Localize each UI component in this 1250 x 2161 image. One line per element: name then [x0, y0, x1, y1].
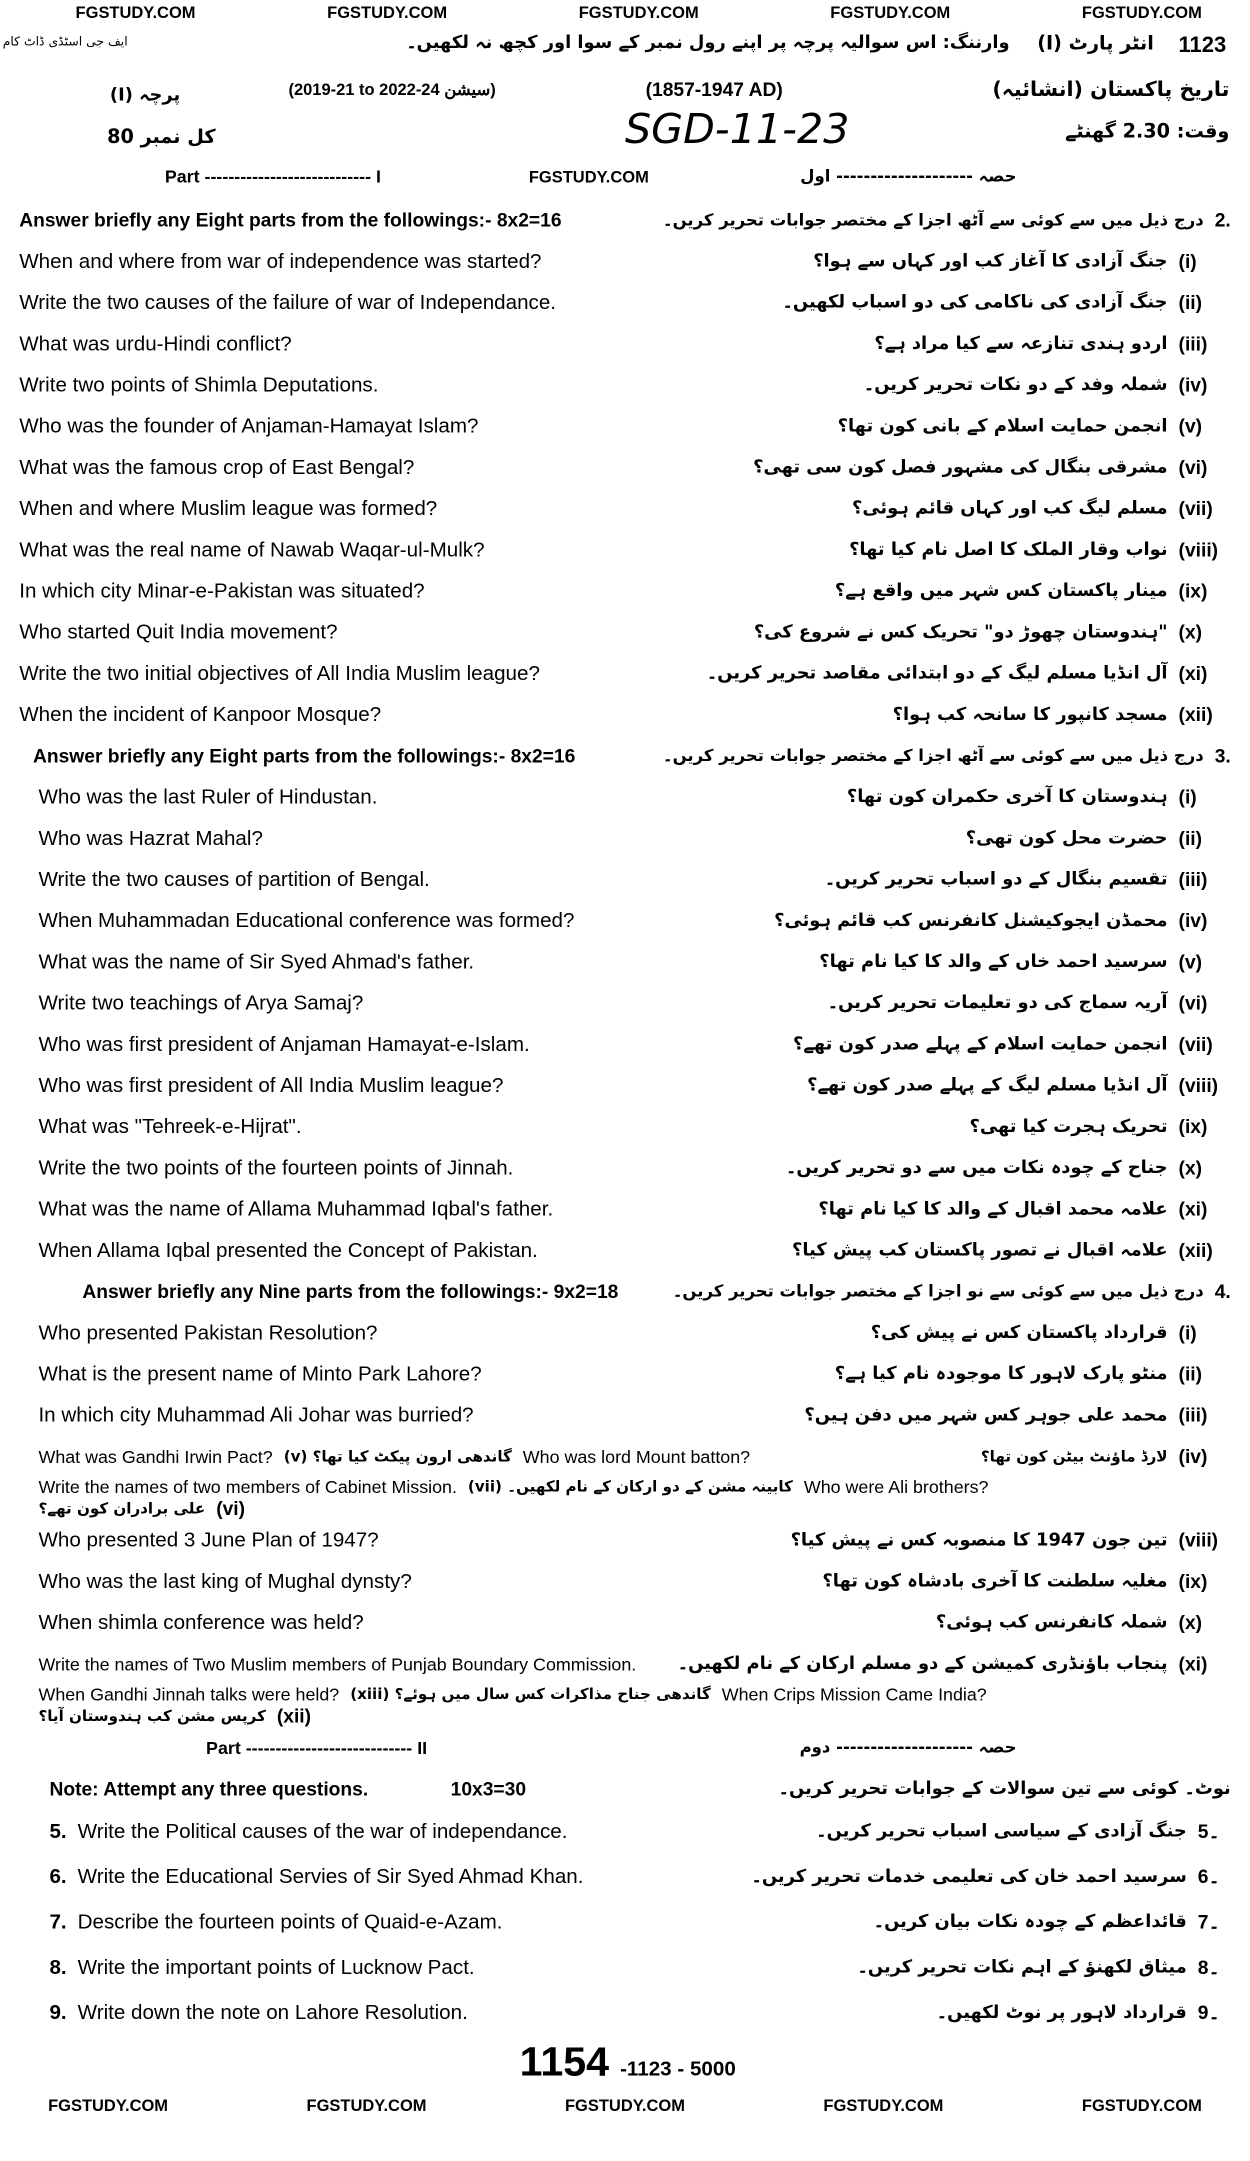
question-left: [38, 1611, 363, 1634]
question-right: [970, 1115, 1231, 1137]
question-urdu: اردو ہندی تنازعہ سے کیا مراد ہے؟: [874, 333, 1168, 354]
question-row: [0, 1602, 1250, 1643]
question-number: (viii): [1178, 538, 1219, 561]
question-urdu: ہندوستان کا آخری حکمران کون تھا؟: [846, 786, 1168, 807]
watermark: FGSTUDY.COM: [578, 2, 699, 22]
long-question-row: [0, 1945, 1250, 1990]
question-right: [819, 951, 1230, 973]
question-row: [0, 240, 1250, 281]
question-en: Who was Hazrat Mahal?: [38, 826, 263, 850]
long-question-en: Describe the fourteen points of Quaid-e-Azam.: [77, 1910, 503, 1935]
total-marks: کل نمبر 80: [107, 126, 216, 149]
question-en: In which city Muhammad Ali Johar was burried?: [38, 1403, 474, 1427]
long-question-right: [857, 1956, 1230, 1979]
question-right: [852, 497, 1231, 519]
section-heading: [0, 1271, 1250, 1312]
long-question-right: [816, 1820, 1231, 1843]
question-urdu: علامہ محمد اقبال کے والد کا کیا نام تھا؟: [818, 1198, 1168, 1220]
question-urdu: علامہ اقبال نے تصور پاکستان کب پیش کیا؟: [792, 1239, 1168, 1261]
question-en: Who started Quit India movement?: [19, 620, 338, 644]
question-left: [38, 1073, 503, 1096]
question-en: Who was first president of All India Muslim league?: [38, 1073, 504, 1097]
watermark: FGSTUDY.COM: [75, 2, 196, 22]
question-urdu: تین جون 1947 کا منصوبہ کس نے پیش کیا؟: [790, 1529, 1168, 1551]
question-number: (vii): [1178, 497, 1213, 520]
handwritten-code: SGD-11-23: [624, 105, 850, 154]
question-row: [0, 488, 1250, 529]
time-allowed: وقت: 2.30 گھنٹے: [1065, 120, 1230, 143]
question-en: What was Gandhi Irwin Pact?: [38, 1445, 273, 1467]
question-left: [19, 249, 541, 272]
long-question-urdu: قائداعظم کے چودہ نکات بیان کریں۔: [873, 1912, 1187, 1933]
question-number: (xi): [1178, 662, 1208, 685]
question-row: [0, 1229, 1250, 1270]
section-number: 3.: [1214, 744, 1231, 767]
question-row: [0, 611, 1250, 652]
question-left: [19, 538, 484, 561]
question-right: [754, 621, 1231, 643]
question-en: What was the real name of Nawab Waqar-ul-Mulk?: [19, 537, 485, 562]
watermark: FGSTUDY.COM: [823, 2096, 944, 2116]
question-number: (iii): [1178, 1403, 1208, 1426]
long-question-urdu-number: 6۔: [1197, 1865, 1220, 1888]
question-right: [835, 580, 1231, 602]
question-left: [38, 1477, 988, 1498]
question-right: [774, 909, 1231, 931]
warning: وارننگ: اس سوالیہ پرچہ پر اپنے رول نمبر کے سوا اور کچھ نہ لکھیں۔: [406, 32, 1010, 54]
watermark: FGSTUDY.COM: [306, 2096, 427, 2116]
section-heading: [0, 199, 1250, 240]
question-left: [38, 826, 262, 849]
question-left: [38, 785, 377, 808]
question-left: [38, 1684, 986, 1705]
question-number: (x): [1178, 1611, 1203, 1634]
question-right: [786, 1157, 1231, 1179]
question-number: (ix): [1178, 579, 1208, 602]
question-en: What was the name of Sir Syed Ahmad's father.: [38, 949, 475, 974]
section-heading-right: [673, 1280, 1231, 1302]
question-left: [38, 1115, 301, 1138]
question-row: [0, 1560, 1250, 1601]
part-2-urdu: حصہ -------------------- دوم: [799, 1737, 1017, 1757]
question-number: (i): [1178, 249, 1197, 272]
question-body: [0, 199, 1250, 2115]
question-number: (xi): [1178, 1197, 1208, 1220]
question-row: [0, 529, 1250, 570]
question-en: When shimla conference was held?: [38, 1610, 364, 1634]
question-right: [804, 1404, 1230, 1426]
subject-title: تاریخ پاکستان (انشائیہ): [992, 76, 1230, 102]
note: Note: Attempt any three questions.: [49, 1777, 369, 1800]
footer-serial: -1123 - 5000: [620, 2056, 736, 2081]
question-en: When Allama Iqbal presented the Concept of Pakistan.: [38, 1238, 538, 1262]
question-row: [0, 1684, 1250, 1727]
question-row: [0, 405, 1250, 446]
question-urdu: کرپس مشن کب ہندوستان آیا؟: [38, 1706, 266, 1725]
note-left: [49, 1777, 526, 1799]
question-number: (i): [1178, 1321, 1197, 1344]
question-right: [838, 415, 1231, 437]
question-right: [893, 703, 1231, 725]
question-en: Who presented Pakistan Resolution?: [38, 1320, 378, 1345]
question-urdu: جناح کے چودہ نکات میں سے دو تحریر کریں۔: [785, 1157, 1168, 1178]
question-right: [753, 456, 1231, 478]
question-en: Write the two initial objectives of All India Muslim league?: [19, 661, 540, 685]
long-question-left: [49, 2001, 467, 2024]
long-question-row: [0, 1990, 1250, 2035]
question-left: [19, 455, 414, 478]
question-en: When Muhammadan Educational conference was formed?: [38, 908, 575, 932]
question-right: [825, 868, 1231, 890]
part-1-urdu: حصہ -------------------- اول: [800, 166, 1017, 186]
question-number: (iii): [1178, 332, 1208, 355]
question-row: [0, 776, 1250, 817]
watermark: FGSTUDY.COM: [528, 167, 649, 187]
period: (1857-1947 AD): [645, 78, 783, 101]
footer-code: 1154: [519, 2039, 610, 2086]
question-en: Who was first president of Anjaman Hamayat-e-Islam.: [38, 1032, 530, 1056]
question-row: [0, 1312, 1250, 1353]
bottom-watermarks: [0, 2091, 1250, 2116]
section-heading-urdu: درج ذیل میں سے کوئی سے نو اجزا کے مختصر جوابات تحریر کریں۔: [672, 1281, 1204, 1301]
watermark: FGSTUDY.COM: [830, 2, 951, 22]
question-en: Write the two causes of partition of Bengal.: [38, 867, 430, 891]
question-urdu-alt: گاندھی جناح مذاکرات کس سال میں ہوئے؟ (xiii): [350, 1685, 711, 1704]
question-en: Write two teachings of Arya Samaj?: [38, 991, 364, 1015]
long-question-right: [874, 1911, 1231, 1934]
watermark: FGSTUDY.COM: [48, 2096, 169, 2116]
question-en: Who presented 3 June Plan of 1947?: [38, 1528, 379, 1552]
long-question-row: [0, 1900, 1250, 1945]
question-right: [813, 250, 1231, 272]
question-en: What was the famous crop of East Bengal?: [19, 455, 415, 479]
question-urdu: محمڈن ایجوکیشنل کانفرنس کب قائم ہوئی؟: [774, 910, 1168, 931]
question-left: [19, 661, 540, 684]
long-question-left: [49, 1911, 502, 1934]
long-question-en: Write down the note on Lahore Resolution.: [77, 2001, 468, 2025]
question-number: (vi): [216, 1497, 246, 1520]
question-row: [0, 1435, 1250, 1476]
question-left: [38, 1446, 750, 1467]
question-en: Write the names of Two Muslim members of Punjab Boundary Commission.: [38, 1653, 637, 1674]
top-watermarks: [76, 3, 1202, 22]
question-row: [0, 859, 1250, 900]
question-right: [828, 992, 1231, 1014]
question-row: [0, 1065, 1250, 1106]
watermark: FGSTUDY.COM: [1081, 2, 1202, 22]
question-en: Write the two points of the fourteen points of Jinnah.: [38, 1155, 514, 1180]
long-question-number: 8.: [49, 1956, 67, 1980]
question-en: Who was the last Ruler of Hindustan.: [38, 785, 378, 809]
question-row: [0, 446, 1250, 487]
question-urdu: انجمن حمایت اسلام کے پہلے صدر کون تھے؟: [793, 1033, 1168, 1055]
question-row: [0, 652, 1250, 693]
question-right: [835, 1363, 1231, 1385]
question-row: [0, 817, 1250, 858]
note-urdu: نوٹ۔ کوئی سے تین سوالات کے جوابات تحریر کریں۔: [778, 1778, 1231, 1799]
question-right: [966, 827, 1231, 849]
section-heading: [0, 735, 1250, 776]
question-right: [793, 1033, 1231, 1055]
long-question-right: [751, 1865, 1230, 1888]
question-right: [874, 332, 1230, 354]
question-urdu: تحریک ہجرت کیا تھی؟: [969, 1116, 1168, 1137]
question-urdu: "ہندوستان چھوڑ دو" تحریک کس نے شروع کی؟: [753, 621, 1168, 643]
note-marks: 10x3=30: [450, 1777, 527, 1800]
question-number: (i): [1178, 785, 1197, 808]
question-number: (iv): [1178, 1445, 1208, 1468]
question-urdu: پنجاب باؤنڈری کمیشن کے دو مسلم ارکان کے نام لکھیں۔: [677, 1653, 1168, 1674]
question-en: In which city Minar-e-Pakistan was situated?: [19, 578, 425, 603]
section-heading-en: Answer briefly any Nine parts from the followings:- 9x2=18: [82, 1280, 619, 1303]
section-heading-urdu: درج ذیل میں سے کوئی سے آٹھ اجزا کے مختصر جوابات تحریر کریں۔: [662, 745, 1204, 766]
question-right: [822, 1570, 1230, 1592]
question-right: [818, 1198, 1230, 1220]
question-en: When and where from war of independence was started?: [19, 249, 542, 273]
question-en: What is the present name of Minto Park Lahore?: [38, 1361, 482, 1386]
question-right: [38, 1705, 329, 1727]
question-en: When and where Muslim league was formed?: [19, 496, 438, 520]
question-number: (viii): [1178, 1074, 1219, 1097]
question-en: Write two points of Shimla Deputations.: [19, 372, 379, 397]
question-right: [38, 1497, 268, 1519]
question-urdu: جنگ آزادی کی ناکامی کی دو اسباب لکھیں۔: [782, 291, 1168, 313]
question-urdu: لارڈ ماؤنٹ بیٹن کون تھا؟: [980, 1447, 1168, 1465]
question-urdu: قرارداد پاکستان کس نے پیش کی؟: [870, 1322, 1168, 1343]
question-urdu: سرسید احمد خاں کے والد کا کیا نام تھا؟: [819, 951, 1168, 972]
question-row: [0, 323, 1250, 364]
question-left: [38, 1569, 411, 1592]
question-row: [0, 570, 1250, 611]
question-row: [0, 982, 1250, 1023]
question-right: [864, 374, 1231, 396]
question-row: [0, 282, 1250, 323]
long-question-row: [0, 1809, 1250, 1854]
question-en: What was urdu-Hindi conflict?: [19, 331, 292, 356]
question-urdu: آریہ سماج کی دو تعلیمات تحریر کریں۔: [827, 992, 1168, 1014]
question-urdu: شملہ وفد کے دو نکات تحریر کریں۔: [863, 374, 1168, 395]
question-urdu: محمد علی جوہر کس شہر میں دفن ہیں؟: [804, 1404, 1168, 1426]
long-question-number: 7.: [49, 1910, 67, 1935]
question-en-alt: Who was lord Mount batton?: [522, 1445, 751, 1467]
long-question-urdu: جنگ آزادی کے سیاسی اسباب تحریر کریں۔: [816, 1821, 1187, 1842]
long-question-left: [49, 1820, 567, 1843]
part-2-line: [0, 1727, 1250, 1768]
question-en: Write the two causes of the failure of war of Independance.: [19, 290, 557, 314]
question-right: [871, 1321, 1231, 1343]
question-urdu: جنگ آزادی کا آغاز کب اور کہاں سے ہوا؟: [813, 250, 1168, 272]
long-question-left: [49, 1865, 583, 1888]
question-row: [0, 1519, 1250, 1560]
question-number: (ii): [1178, 291, 1203, 314]
question-left: [38, 1653, 636, 1674]
session: (2019-21 to 2022-24 سیشن): [288, 79, 496, 99]
question-left: [19, 620, 337, 643]
long-question-en: Write the Political causes of the war of independance.: [77, 1820, 568, 1844]
question-urdu: مسلم لیگ کب اور کہاں قائم ہوئی؟: [851, 497, 1168, 519]
question-number: (viii): [1178, 1528, 1219, 1551]
question-urdu: مشرقی بنگال کی مشہور فصل کون سی تھی؟: [753, 456, 1168, 478]
question-left: [38, 1156, 513, 1179]
question-urdu: انجمن حمایت اسلام کے بانی کون تھا؟: [837, 415, 1168, 437]
section-heading-urdu: درج ذیل میں سے کوئی سے آٹھ اجزا کے مختصر جوابات تحریر کریں۔: [662, 210, 1204, 230]
question-urdu: حضرت محل کون تھی؟: [965, 827, 1168, 849]
question-number: (ii): [1178, 826, 1203, 849]
question-en: Who was the founder of Anjaman-Hamayat Islam?: [19, 414, 479, 438]
question-urdu-alt: گاندھی ارون پیکٹ کیا تھا؟ (v): [283, 1447, 512, 1465]
question-number: (ix): [1178, 1115, 1208, 1138]
question-left: [19, 497, 437, 520]
question-number: (v): [1178, 414, 1203, 437]
question-right: [707, 662, 1231, 684]
question-urdu: مسجد کانپور کا سانحہ کب ہوا؟: [892, 703, 1168, 725]
question-en: Who was the last king of Mughal dynsty?: [38, 1569, 412, 1593]
watermark: FGSTUDY.COM: [564, 2096, 685, 2116]
question-number: (vi): [1178, 991, 1208, 1014]
section-heading-en: Answer briefly any Eight parts from the followings:- 8x2=16: [32, 744, 576, 767]
class-label: انٹر پارٹ (I): [1037, 32, 1154, 55]
long-question-urdu-number: 7۔: [1197, 1910, 1220, 1933]
question-number: (ii): [1178, 1362, 1203, 1385]
question-left: [38, 1528, 378, 1551]
long-question-row: [0, 1854, 1250, 1899]
question-en-alt: Who were Ali brothers?: [803, 1476, 989, 1498]
question-row: [0, 1147, 1250, 1188]
question-number: (v): [1178, 950, 1203, 973]
question-row: [0, 1353, 1250, 1394]
question-number: (xii): [276, 1704, 312, 1727]
question-row: [0, 1477, 1250, 1520]
question-en: When the incident of Kanpoor Mosque?: [19, 702, 382, 726]
question-number: (x): [1178, 1156, 1203, 1179]
question-urdu: شملہ کانفرنس کب ہوئی؟: [935, 1611, 1168, 1633]
question-urdu: آل انڈیا مسلم لیگ کے پہلے صدر کون تھے؟: [807, 1074, 1168, 1096]
long-question-urdu: قرارداد لاہور پر نوٹ لکھیں۔: [936, 2002, 1187, 2024]
section-heading-right: [663, 744, 1231, 766]
question-left: [38, 1238, 537, 1261]
long-question-urdu: سرسید احمد خان کی تعلیمی خدمات تحریر کریں۔: [751, 1866, 1187, 1888]
question-number: (xi): [1178, 1652, 1208, 1675]
long-question-urdu-number: 8۔: [1197, 1956, 1220, 1978]
question-urdu: علی برادران کون تھے؟: [38, 1499, 206, 1518]
watermark: FGSTUDY.COM: [1081, 2096, 1202, 2116]
paper-number: پرچہ (I): [109, 85, 181, 106]
question-row: [0, 941, 1250, 982]
long-question-number: 9.: [49, 2001, 67, 2025]
question-urdu: آل انڈیا مسلم لیگ کے دو ابتدائی مقاصد تحریر کریں۔: [706, 662, 1168, 684]
footer-line: [0, 2036, 1250, 2091]
question-left: [19, 414, 478, 437]
long-question-urdu: میثاق لکھنؤ کے اہم نکات تحریر کریں۔: [857, 1957, 1187, 1978]
question-row: [0, 1394, 1250, 1435]
question-en: What was the name of Allama Muhammad Iqbal's father.: [38, 1197, 554, 1221]
long-question-urdu-number: 9۔: [1197, 2001, 1220, 2024]
long-question-left: [49, 1956, 474, 1979]
question-left: [38, 909, 574, 932]
note-line: [0, 1768, 1250, 1809]
question-number: (xii): [1178, 1238, 1213, 1261]
question-left: [19, 291, 556, 314]
section-number: 2.: [1214, 208, 1231, 231]
watermark: FGSTUDY.COM: [327, 2, 448, 22]
question-left: [38, 1032, 529, 1055]
question-left: [38, 1197, 553, 1220]
question-number: (x): [1178, 620, 1203, 643]
question-row: [0, 364, 1250, 405]
question-row: [0, 1188, 1250, 1229]
question-urdu: مغلیہ سلطنت کا آخری بادشاہ کون تھا؟: [822, 1570, 1168, 1592]
long-question-number: 5.: [49, 1820, 67, 1844]
question-row: [0, 1023, 1250, 1064]
section-heading-right: [663, 209, 1231, 231]
question-left: [38, 867, 429, 890]
part-1-label: Part ---------------------------- I: [164, 166, 381, 187]
question-left: [38, 950, 474, 973]
question-right: [678, 1652, 1231, 1674]
question-left: [38, 1403, 473, 1426]
long-question-urdu-number: 5۔: [1197, 1820, 1220, 1842]
question-en: When Gandhi Jinnah talks were held?: [38, 1684, 340, 1705]
section-number: 4.: [1214, 1280, 1231, 1303]
long-question-en: Write the important points of Lucknow Pact.: [77, 1956, 475, 1980]
question-en: What was "Tehreek-e-Hijrat".: [38, 1114, 302, 1139]
part-2-label: Part ---------------------------- II: [206, 1736, 428, 1758]
question-left: [38, 1362, 481, 1385]
question-number: (iv): [1178, 373, 1208, 396]
long-question-right: [937, 2001, 1231, 2024]
question-number: (ix): [1178, 1570, 1208, 1593]
question-right: [782, 291, 1230, 313]
question-left: [19, 579, 424, 602]
question-row: [0, 694, 1250, 735]
question-left: [19, 373, 378, 396]
question-urdu: نواب وقار الملک کا اصل نام کیا تھا؟: [849, 539, 1168, 560]
question-en: Write the names of two members of Cabinet Mission.: [38, 1476, 457, 1498]
question-urdu: مینار پاکستان کس شہر میں واقع ہے؟: [834, 580, 1168, 601]
question-left: [38, 1321, 377, 1344]
question-left: [19, 703, 381, 726]
question-number: (xii): [1178, 703, 1213, 726]
section-heading-en: Answer briefly any Eight parts from the followings:- 8x2=16: [19, 208, 562, 231]
long-question-en: Write the Educational Servies of Sir Syed Ahmad Khan.: [77, 1865, 584, 1889]
question-en-alt: When Crips Mission Came India?: [721, 1684, 987, 1705]
question-urdu: منٹو پارک لاہور کا موجودہ نام کیا ہے؟: [834, 1363, 1168, 1384]
question-right: [791, 1529, 1231, 1551]
question-right: [849, 538, 1231, 560]
question-right: [807, 1074, 1231, 1096]
question-right: [847, 786, 1231, 808]
long-question-number: 6.: [49, 1865, 67, 1889]
question-row: [0, 900, 1250, 941]
question-number: (vii): [1178, 1032, 1213, 1055]
question-row: [0, 1106, 1250, 1147]
question-right: [981, 1445, 1231, 1467]
question-number: (iii): [1178, 868, 1208, 891]
question-urdu-alt: کابینہ مشن کے دو ارکان کے نام لکھیں۔ (vii): [467, 1477, 793, 1496]
question-number: (vi): [1178, 456, 1208, 479]
watermark-urdu: ایف جی اسٹڈی ڈاٹ کام: [2, 35, 128, 50]
question-left: [38, 991, 363, 1014]
question-row: [0, 1643, 1250, 1684]
paper-code: 1123: [1178, 34, 1227, 58]
question-right: [792, 1239, 1231, 1261]
question-right: [936, 1611, 1231, 1633]
question-number: (iv): [1178, 909, 1208, 932]
question-left: [19, 332, 292, 355]
question-urdu: تقسیم بنگال کے دو اسباب تحریر کریں۔: [824, 868, 1168, 890]
